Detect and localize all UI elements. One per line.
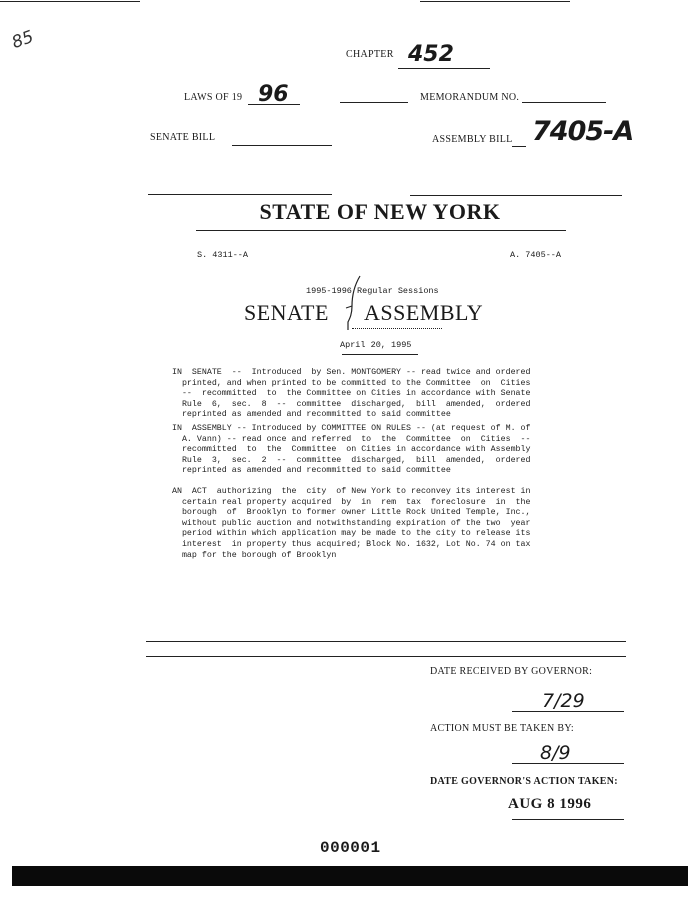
title-rule-bottom [196, 230, 566, 231]
page-number: 000001 [320, 839, 381, 857]
assembly-paragraph-line: Rule 3, sec. 2 -- committee discharged, bill amended, ordered [172, 455, 531, 465]
assembly-paragraph-line: reprinted as amended and recommitted to said committee [172, 466, 451, 476]
act-paragraph [172, 487, 530, 561]
chapter-value: 452 [408, 42, 454, 67]
act-paragraph-line: certain real property acquired by in rem tax foreclosure in the [172, 497, 531, 507]
assembly-paragraph-line: recommitted to the Committee on Cities in accordance with Assembly [172, 445, 531, 455]
senate-paragraph-line: -- recommitted to the Committee on Cities in accordance with Senate [172, 389, 531, 399]
governor-rule-bottom [146, 656, 626, 657]
title-rule-right [410, 195, 622, 196]
laws-label: LAWS OF 19 [184, 92, 243, 103]
act-paragraph-line: without public auction and notwithstanding expiration of the two year [172, 518, 531, 528]
assembly-bill-short-line [512, 146, 526, 147]
date-rule [342, 354, 418, 355]
senate-bill-underline [232, 145, 332, 146]
assembly-bill-label: ASSEMBLY BILL [432, 134, 513, 145]
action-must-value: 8/9 [540, 742, 571, 764]
senate-paragraph [172, 368, 530, 421]
assembly-underline [352, 328, 442, 329]
act-paragraph-line: period within which application may be made to the city to release its [172, 529, 531, 539]
assembly-paragraph-line: IN ASSEMBLY -- Introduced by COMMITTEE ON RULES -- (at request of M. of [172, 424, 531, 433]
assembly-paragraph-line: A. Vann) -- read once and referred to the Committee on Cities -- [172, 434, 531, 444]
chapter-underline [398, 68, 490, 69]
act-paragraph-line: map for the borough of Brooklyn [172, 550, 337, 560]
action-taken-underline [512, 819, 624, 820]
action-taken-stamp: AUG 8 1996 [508, 796, 592, 812]
scan-bottom-band [12, 866, 688, 886]
assembly-paragraph [172, 424, 530, 477]
memo-blank-left [340, 102, 408, 103]
senate-paragraph-line: IN SENATE -- Introduced by Sen. MONTGOMERY -- read twice and ordered [172, 368, 531, 377]
senate-bill-number: S. 4311--A [197, 250, 249, 260]
senate-paragraph-line: Rule 6, sec. 8 -- committee discharged, bill amended, ordered [172, 399, 531, 409]
act-paragraph-line: AN ACT authorizing the city of New York to reconvey its interest in [172, 487, 531, 496]
memo-underline [522, 102, 606, 103]
action-must-label: ACTION MUST BE TAKEN BY: [430, 723, 575, 734]
date-received-label: DATE RECEIVED BY GOVERNOR: [430, 666, 593, 677]
act-paragraph-line: interest in property thus acquired; Block No. 1632, Lot No. 74 on tax [172, 539, 531, 549]
title-rule-left [148, 194, 332, 195]
date-received-underline [512, 711, 624, 712]
governor-rule-top [146, 641, 626, 642]
laws-underline [248, 104, 300, 105]
top-rule-right [420, 1, 570, 2]
date-received-value: 7/29 [542, 690, 585, 712]
chapter-label: CHAPTER [346, 49, 394, 60]
assembly-bill-value: 7405-A [532, 116, 634, 147]
memo-label: MEMORANDUM NO. [420, 92, 520, 103]
corner-mark: 85 [9, 26, 37, 54]
action-taken-label: DATE GOVERNOR'S ACTION TAKEN: [430, 776, 618, 787]
laws-year: 96 [258, 82, 289, 107]
senate-paragraph-line: printed, and when printed to be committed to the Committee on Cities [172, 378, 531, 388]
senate-paragraph-line: reprinted as amended and recommitted to said committee [172, 410, 451, 420]
bill-date: April 20, 1995 [340, 340, 412, 350]
top-rule [0, 1, 140, 2]
senate-bill-label: SENATE BILL [150, 132, 216, 143]
action-must-underline [512, 763, 624, 764]
assembly-bill-number: A. 7405--A [510, 250, 562, 260]
act-paragraph-line: borough of Brooklyn to former owner Little Rock United Temple, Inc., [172, 508, 531, 518]
senate-heading: SENATE [244, 300, 329, 325]
state-title: STATE OF NEW YORK [259, 199, 501, 224]
assembly-heading: ASSEMBLY [364, 300, 484, 325]
session-line: 1995-1996 Regular Sessions [306, 286, 439, 296]
